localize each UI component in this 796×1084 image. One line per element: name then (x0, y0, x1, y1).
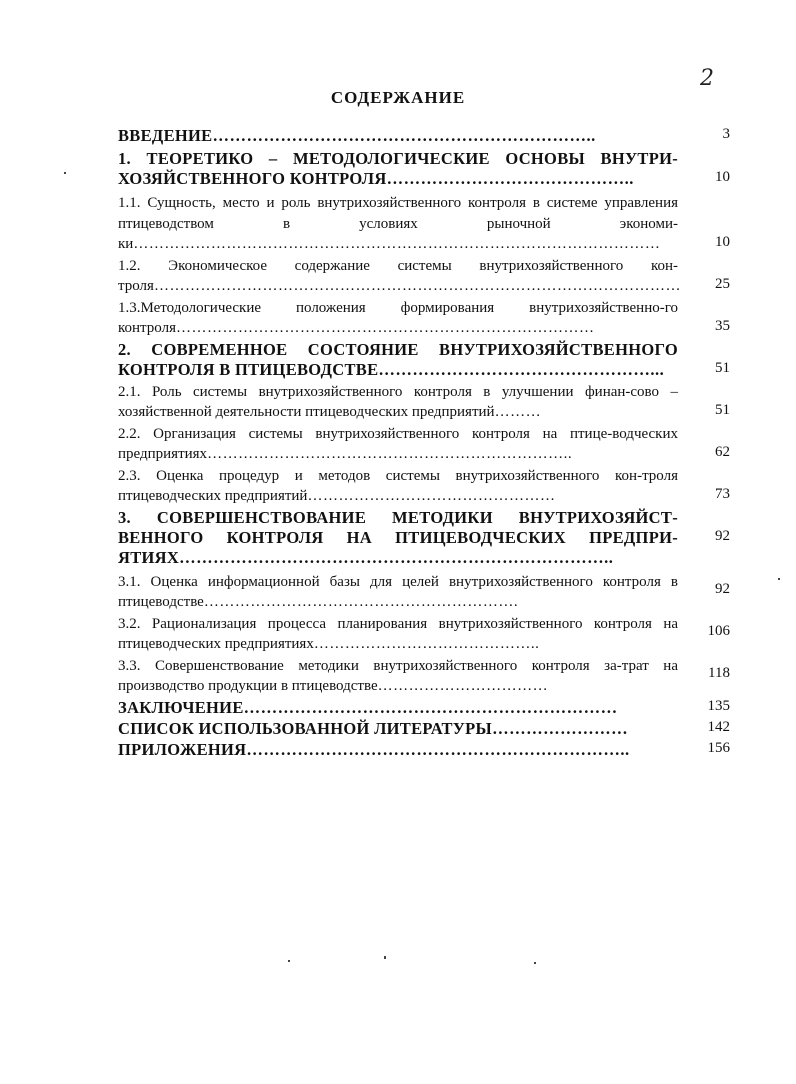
toc-entry-section-3-3 (118, 656, 738, 697)
toc-entry-title: ЗАКЛЮЧЕНИЕ (118, 697, 244, 717)
toc-entry-page: 92 (715, 580, 730, 597)
toc-entry-chapter-2 (118, 340, 738, 380)
toc-entry-references (118, 719, 738, 739)
toc-entry-leader: ………………………………………………………….. (246, 739, 630, 759)
toc-entry-conclusion (118, 698, 738, 718)
toc-entry-section-3-1 (118, 572, 738, 613)
toc-entry-leader: ………………………………………………………………………………………… (153, 278, 681, 294)
toc-entry-title: ПРИЛОЖЕНИЯ (118, 739, 247, 759)
toc-entry-leader: …………………… (492, 718, 629, 738)
toc-entry-page: 35 (715, 317, 730, 334)
toc-entry-title: 2.3. Оценка процедур и методов системы внутрихозяйственного кон-троля птицеводческих предприятий (118, 467, 678, 504)
toc-entry-title: 1.3.Методологические положения формирования внутрихозяйственно-го контроля (118, 299, 678, 336)
toc-entry-leader: ………………………………………… (307, 488, 556, 504)
toc-entry-title: 1.1. Сущность, место и роль внутрихозяйственного контроля в системе управления птицеводством в условиях рыночной экономи-ки (118, 195, 678, 252)
toc-entry-leader: …………………………………………... (378, 359, 665, 379)
toc-entry-title: 2. СОВРЕМЕННОЕ СОСТОЯНИЕ ВНУТРИХОЗЯЙСТВЕННОГО КОНТРОЛЯ В ПТИЦЕВОДСТВЕ (118, 339, 678, 379)
toc-entry-title: 2.1. Роль системы внутрихозяйственного контроля в улучшении финан-сово – хозяйственной деятельности птицеводческих предприятий (118, 383, 678, 420)
toc-entry-page: 51 (715, 401, 730, 418)
toc-entry-title: 1. ТЕОРЕТИКО – МЕТОДОЛОГИЧЕСКИЕ ОСНОВЫ ВНУТРИ-ХОЗЯЙСТВЕННОГО КОНТРОЛЯ (118, 149, 678, 188)
toc-entry-page: 3 (722, 126, 730, 142)
toc-entry-leader: ……………………………………………………………………… (175, 320, 595, 336)
toc-entry-page: 25 (715, 275, 730, 292)
scan-speck (64, 172, 66, 174)
toc-entry-page: 92 (715, 527, 730, 544)
scan-speck (778, 578, 780, 580)
toc-entry-title: 3.3. Совершенствование методики внутрихозяйственного контроля за-трат на производство продукции в птицеводстве (118, 657, 678, 694)
toc-entry-title: 2.2. Организация системы внутрихозяйственного контроля на птице-водческих предприятиях (118, 425, 678, 462)
toc-entry-leader: ………………………………………………………….. (212, 126, 596, 145)
toc-entry-leader: …………………………………….. (386, 169, 634, 188)
toc-entry-leader: …………………………………….. (313, 636, 540, 652)
toc-entry-section-3-2 (118, 614, 738, 655)
toc-entry-leader: …………………………… (377, 678, 549, 694)
scan-speck (384, 956, 386, 959)
toc-entry-page: 10 (715, 169, 730, 185)
toc-entry-page: 142 (707, 718, 730, 735)
toc-entry-section-1-1 (118, 193, 738, 255)
toc-entry-title: 3.2. Рационализация процесса планирования внутрихозяйственного контроля на птицеводческих предприятиях (118, 615, 678, 652)
toc-entry-leader: …………………………………………………………….. (207, 446, 573, 462)
table-of-contents (118, 126, 738, 760)
toc-entry-section-1-3 (118, 298, 738, 339)
page-title: СОДЕРЖАНИЕ (330, 88, 466, 107)
toc-entry-title: 3.1. Оценка информационной базы для целей внутрихозяйственного контроля в птицеводстве (118, 573, 678, 610)
toc-entry-section-2-2 (118, 424, 738, 465)
toc-entry-leader: ……………………………………………………. (203, 594, 519, 610)
toc-entry-introduction (118, 126, 738, 146)
toc-entry-page: 51 (715, 359, 730, 376)
toc-entry-page: 156 (707, 739, 730, 756)
toc-entry-page: 73 (715, 485, 730, 502)
scan-speck (534, 962, 536, 964)
toc-entry-title: СПИСОК ИСПОЛЬЗОВАННОЙ ЛИТЕРАТУРЫ (118, 718, 493, 738)
toc-entry-title: 3. СОВЕРШЕНСТВОВАНИЕ МЕТОДИКИ ВНУТРИХОЗЯЙСТ-ВЕННОГО КОНТРОЛЯ НА ПТИЦЕВОДЧЕСКИХ ПРЕДПРИ-ЯТИЯХ (118, 507, 678, 567)
toc-entry-chapter-1 (118, 149, 738, 189)
handwritten-page-number: 2 (700, 66, 714, 91)
toc-entry-page: 10 (715, 234, 730, 250)
toc-entry-page: 135 (707, 697, 730, 714)
toc-entry-leader: ………………………………………………………… (243, 697, 618, 717)
toc-entry-page: 106 (707, 622, 730, 639)
toc-entry-leader: ………………………………………………………………………………………… (133, 236, 661, 252)
toc-entry-page: 118 (708, 664, 730, 681)
toc-entry-leader: ………………………………………………………………….. (179, 547, 614, 567)
toc-entry-title: ВВЕДЕНИЕ (118, 126, 213, 145)
toc-entry-leader: ……… (494, 404, 542, 420)
toc-entry-chapter-3 (118, 508, 738, 568)
toc-entry-section-2-1 (118, 382, 738, 423)
toc-entry-title: 1.2. Экономическое содержание системы внутрихозяйственного кон-троля (118, 257, 678, 294)
toc-entry-section-1-2 (118, 256, 738, 297)
toc-entry-section-2-3 (118, 466, 738, 507)
toc-entry-appendices (118, 740, 738, 760)
toc-entry-page: 62 (715, 443, 730, 460)
scan-speck (288, 960, 290, 962)
